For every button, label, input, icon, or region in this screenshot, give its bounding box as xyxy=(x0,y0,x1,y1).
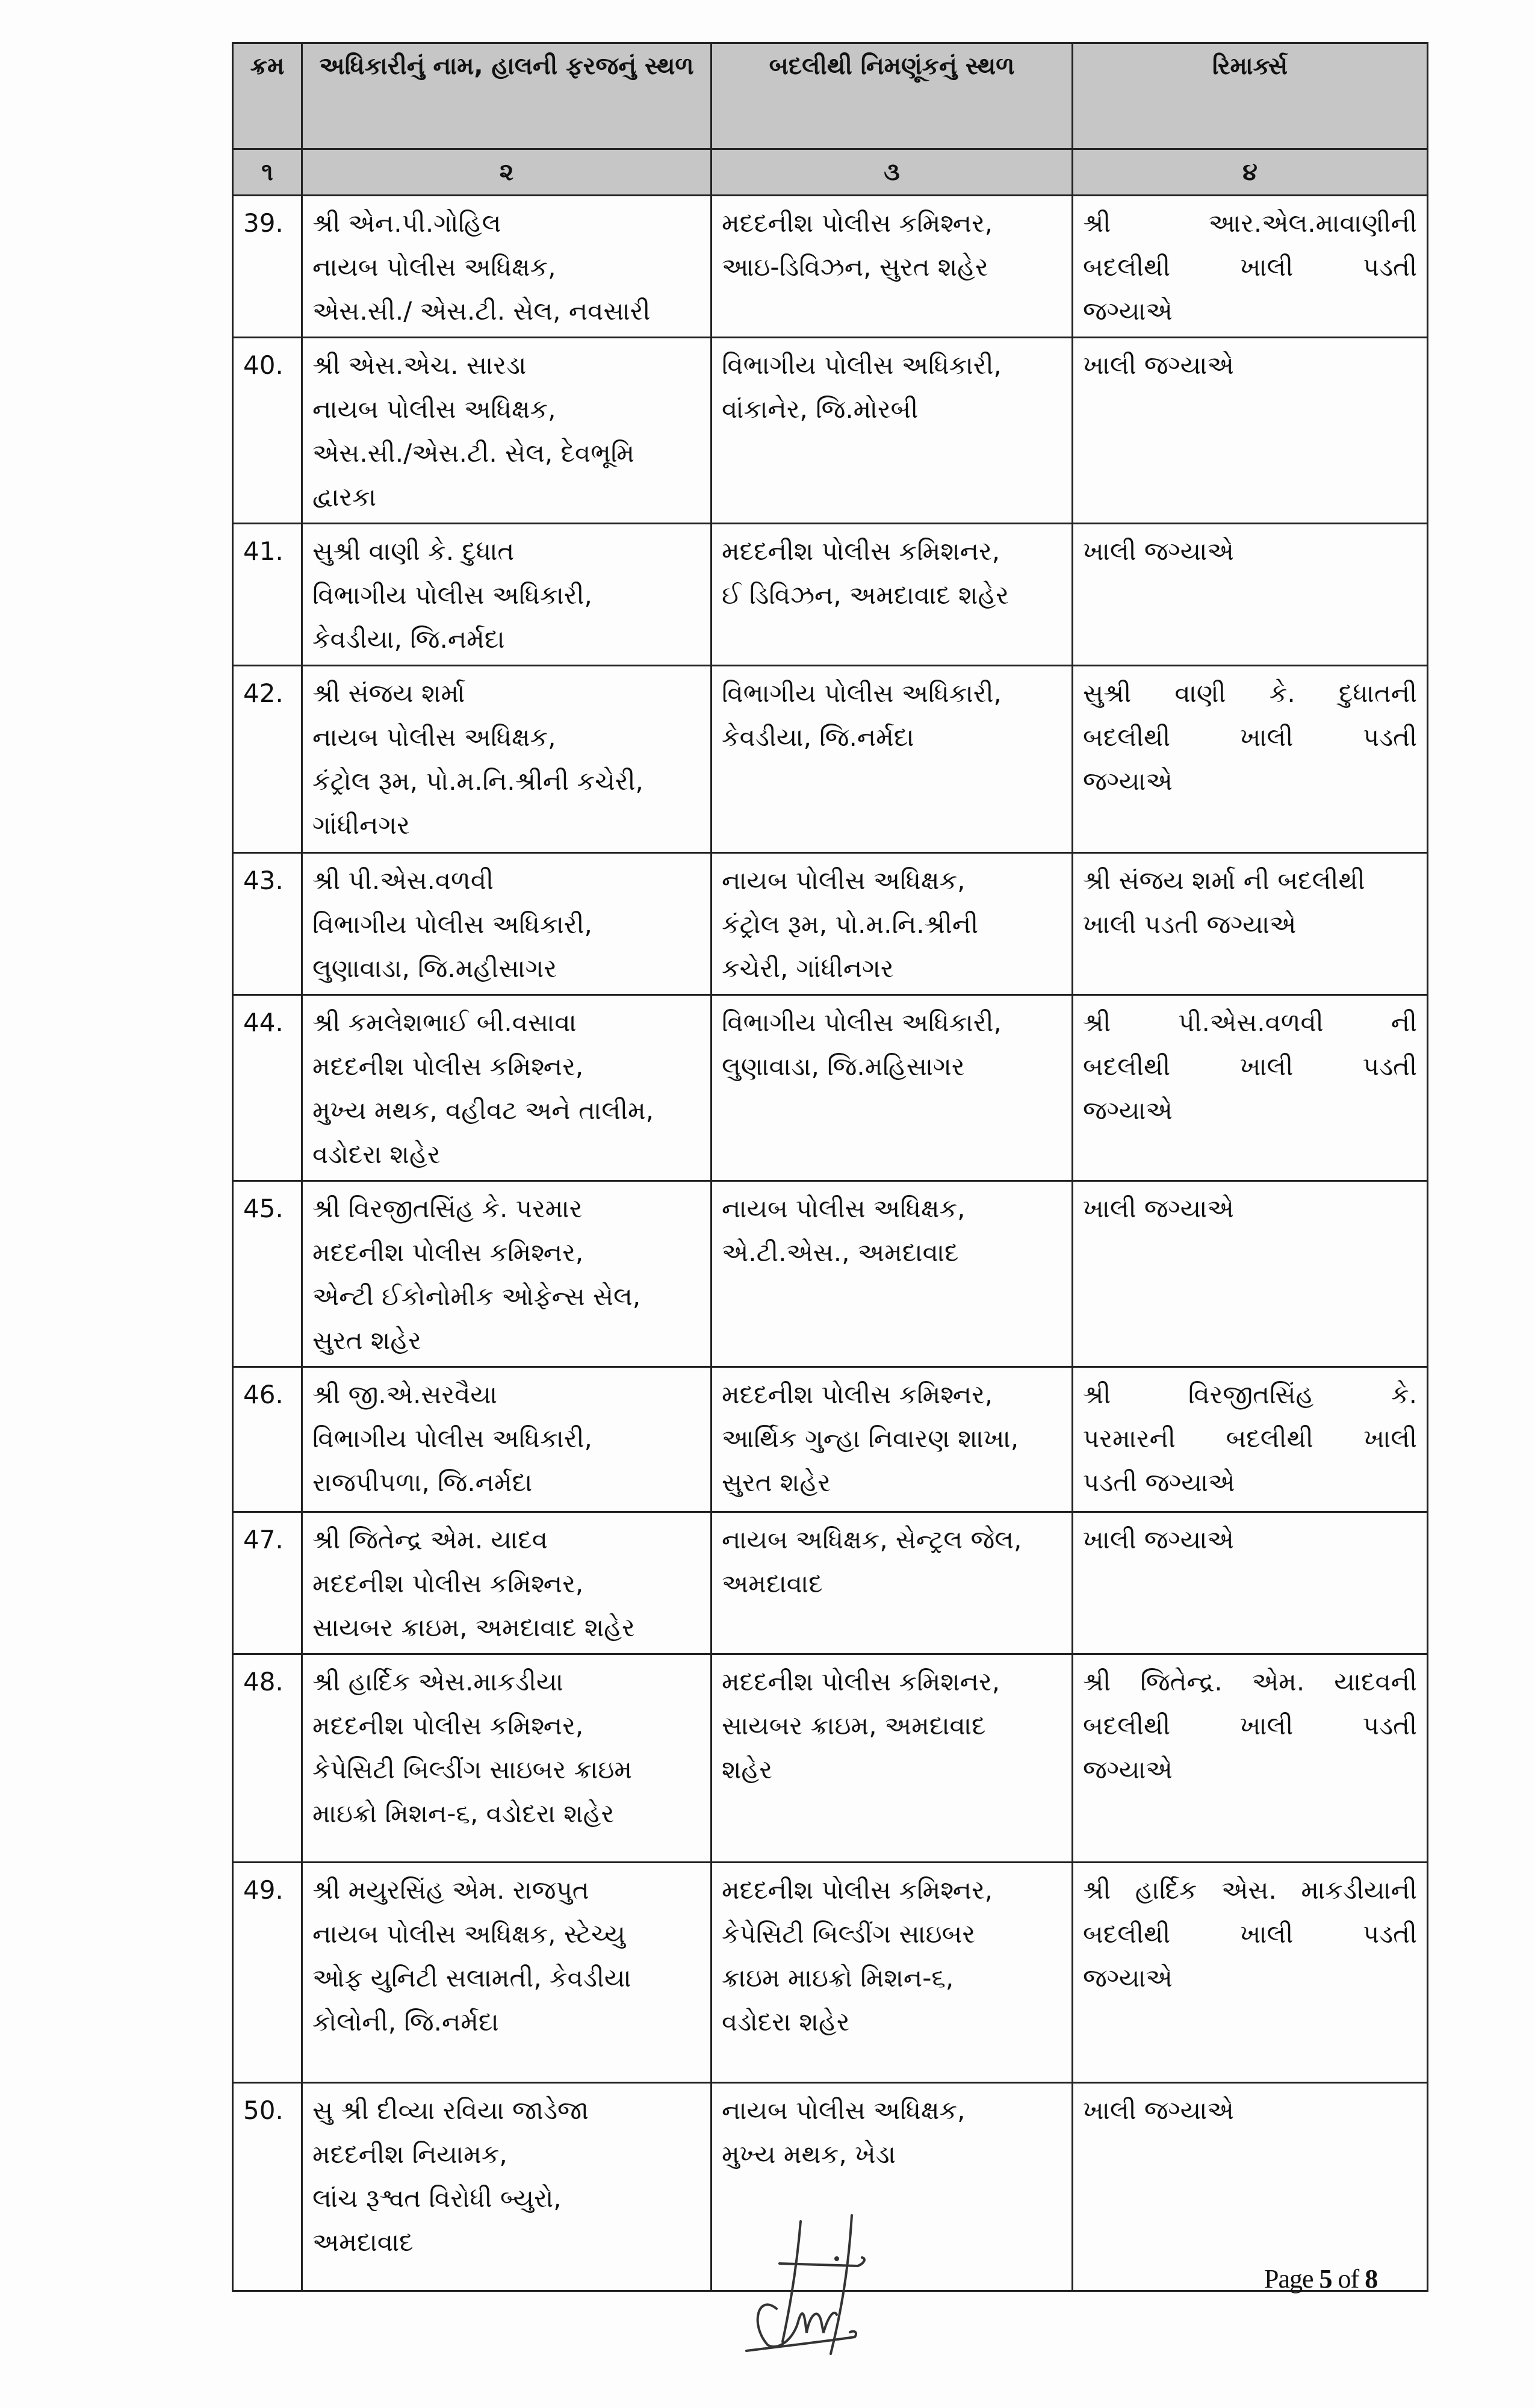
posting-line: કેપેસિટી બિલ્ડીંગ સાઇબર xyxy=(722,1919,976,1949)
officer-cell xyxy=(302,2083,712,2291)
header-posting: બદલીથી નિમણૂંકનું સ્થળ xyxy=(712,43,1073,149)
remark-cell xyxy=(1073,666,1428,853)
posting-line: ક્રાઇમ માઇક્રો મિશન-૬, xyxy=(722,1963,954,1993)
remark-line: પરમારની બદલીથી ખાલી xyxy=(1083,1424,1417,1453)
serial-number: 49. xyxy=(233,1863,302,2083)
column-number: ૩ xyxy=(712,149,1073,196)
page-of: of xyxy=(1338,2264,1359,2294)
posting-line: કચેરી, ગાંધીનગર xyxy=(722,954,894,983)
serial-number: 40. xyxy=(233,338,302,524)
posting-line: કંટ્રોલ રૂમ, પો.મ.નિ.શ્રીની xyxy=(722,910,979,939)
remark-cell xyxy=(1073,995,1428,1181)
posting-cell xyxy=(712,995,1073,1181)
posting-line: એ.ટી.એસ., અમદાવાદ xyxy=(722,1238,959,1267)
remark-line: જગ્યાએ xyxy=(1083,296,1173,326)
officer-line: શ્રી જિતેન્દ્ર એમ. યાદવ xyxy=(312,1525,548,1554)
remark-line: ખાલી જગ્યાએ xyxy=(1083,1525,1234,1554)
posting-cell xyxy=(712,338,1073,524)
posting-line: અમદાવાદ xyxy=(722,1569,823,1598)
officer-line: મદદનીશ પોલીસ કમિશ્નર, xyxy=(312,1238,584,1267)
officer-cell xyxy=(302,1512,712,1654)
table-row xyxy=(233,196,1428,338)
table-row xyxy=(233,524,1428,666)
posting-cell xyxy=(712,1654,1073,1863)
officer-line: શ્રી પી.એસ.વળવી xyxy=(312,866,494,895)
table-row xyxy=(233,666,1428,853)
header-remarks: રિમાર્ક્સ xyxy=(1073,43,1428,149)
posting-line: મદદનીશ પોલીસ કમિશ્નર, xyxy=(722,1875,993,1905)
posting-line: નાયબ અધિક્ષક, સેન્ટ્રલ જેલ, xyxy=(722,1525,1022,1554)
officer-line: દ્વારકા xyxy=(312,482,377,512)
officer-line: શ્રી સંજય શર્મા xyxy=(312,678,465,708)
remark-cell xyxy=(1073,338,1428,524)
signature-stroke xyxy=(831,2215,852,2354)
remark-line: પડતી જગ્યાએ xyxy=(1083,1468,1235,1497)
serial-number: 41. xyxy=(233,524,302,666)
officer-cell xyxy=(302,1181,712,1367)
officer-line: વિભાગીય પોલીસ અધિકારી, xyxy=(312,910,592,939)
officer-line: શ્રી એસ.એચ. સારડા xyxy=(312,350,527,380)
officer-line: સુશ્રી વાણી કે. દુધાત xyxy=(312,536,515,566)
remark-cell xyxy=(1073,196,1428,338)
column-number: ૨ xyxy=(302,149,712,196)
column-number: ૪ xyxy=(1073,149,1428,196)
officer-cell xyxy=(302,666,712,853)
remark-line: સુશ્રી વાણી કે. દુધાતની xyxy=(1083,678,1417,708)
officer-line: મુખ્ય મથક, વહીવટ અને તાલીમ, xyxy=(312,1096,654,1125)
officer-line: લાંચ રૂશ્વત વિરોધી બ્યુરો, xyxy=(312,2183,562,2213)
serial-number: 45. xyxy=(233,1181,302,1367)
page-number xyxy=(1264,2264,1377,2294)
column-number-row xyxy=(233,149,1428,196)
officer-line: સુરત શહેર xyxy=(312,1326,421,1355)
posting-line: મદદનીશ પોલીસ કમિશનર, xyxy=(722,536,1000,566)
remark-line: ખાલી જગ્યાએ xyxy=(1083,2096,1234,2125)
remark-line: શ્રી જિતેન્દ્ર. એમ. યાદવની xyxy=(1083,1667,1417,1696)
remark-cell xyxy=(1073,1654,1428,1863)
remark-line: બદલીથી ખાલી પડતી xyxy=(1083,722,1417,752)
officer-line: વડોદરા શહેર xyxy=(312,1140,441,1169)
remark-line: જગ્યાએ xyxy=(1083,1096,1173,1125)
remark-line: જગ્યાએ xyxy=(1083,1755,1173,1784)
remark-line: શ્રી સંજય શર્મા ની બદલીથી xyxy=(1083,866,1365,895)
remark-line: શ્રી વિરજીતસિંહ કે. xyxy=(1083,1380,1417,1409)
signature xyxy=(734,2203,1047,2360)
posting-line: મદદનીશ પોલીસ કમિશનર, xyxy=(722,1667,1000,1696)
serial-number: 43. xyxy=(233,853,302,995)
posting-cell xyxy=(712,1512,1073,1654)
posting-line: મદદનીશ પોલીસ કમિશ્નર, xyxy=(722,1380,993,1409)
officer-line: કેવડીયા, જિ.નર્મદા xyxy=(312,624,505,654)
officer-cell xyxy=(302,1654,712,1863)
posting-cell xyxy=(712,853,1073,995)
officer-line: માઇક્રો મિશન-૬, વડોદરા શહેર xyxy=(312,1799,615,1828)
remark-line: ખાલી જગ્યાએ xyxy=(1083,536,1234,566)
remark-cell xyxy=(1073,1512,1428,1654)
table-row xyxy=(233,1512,1428,1654)
officer-line: મદદનીશ પોલીસ કમિશ્નર, xyxy=(312,1711,584,1740)
header-serial: ક્રમ xyxy=(233,43,302,149)
remark-line: ખાલી જગ્યાએ xyxy=(1083,350,1234,380)
officer-cell xyxy=(302,196,712,338)
serial-number: 44. xyxy=(233,995,302,1181)
posting-line: નાયબ પોલીસ અધિક્ષક, xyxy=(722,866,966,895)
remark-line: બદલીથી ખાલી પડતી xyxy=(1083,252,1417,282)
posting-line: વિભાગીય પોલીસ અધિકારી, xyxy=(722,678,1002,708)
table-body xyxy=(233,196,1428,2291)
remark-line: ખાલી જગ્યાએ xyxy=(1083,1194,1234,1223)
officer-line: મદદનીશ પોલીસ કમિશ્નર, xyxy=(312,1569,584,1598)
signature-stroke xyxy=(780,2258,864,2266)
posting-cell xyxy=(712,666,1073,853)
posting-line: નાયબ પોલીસ અધિક્ષક, xyxy=(722,1194,966,1223)
serial-number: 46. xyxy=(233,1367,302,1512)
table-row xyxy=(233,338,1428,524)
remark-line: જગ્યાએ xyxy=(1083,766,1173,796)
officer-cell xyxy=(302,338,712,524)
officer-line: શ્રી વિરજીતસિંહ કે. પરમાર xyxy=(312,1194,583,1223)
posting-line: મદદનીશ પોલીસ કમિશ્નર, xyxy=(722,208,993,238)
officer-line: શ્રી કમલેશભાઈ બી.વસાવા xyxy=(312,1008,577,1037)
officer-cell xyxy=(302,1863,712,2083)
table-row xyxy=(233,1367,1428,1512)
page-total: 8 xyxy=(1365,2264,1378,2294)
posting-line: ઈ ડિવિઝન, અમદાવાદ શહેર xyxy=(722,580,1009,610)
posting-line: લુણાવાડા, જિ.મહિસાગર xyxy=(722,1052,965,1081)
table-header-row xyxy=(233,43,1428,149)
remark-cell xyxy=(1073,1367,1428,1512)
remark-line: બદલીથી ખાલી પડતી xyxy=(1083,1919,1417,1949)
serial-number: 39. xyxy=(233,196,302,338)
posting-line: નાયબ પોલીસ અધિક્ષક, xyxy=(722,2096,966,2125)
officer-cell xyxy=(302,524,712,666)
officer-line: શ્રી જી.એ.સરવૈયા xyxy=(312,1380,498,1409)
table-row xyxy=(233,1181,1428,1367)
officer-line: એન્ટી ઈકોનોમીક ઓફેન્સ સેલ, xyxy=(312,1282,641,1311)
signature-dot xyxy=(834,2256,839,2261)
remark-line: જગ્યાએ xyxy=(1083,1963,1173,1993)
officer-line: રાજપીપળા, જિ.નર્મદા xyxy=(312,1468,533,1497)
remark-cell xyxy=(1073,524,1428,666)
posting-line: કેવડીયા, જિ.નર્મદા xyxy=(722,722,914,752)
posting-cell xyxy=(712,1367,1073,1512)
officer-cell xyxy=(302,853,712,995)
officer-line: શ્રી એન.પી.ગોહિલ xyxy=(312,208,501,238)
officer-line: વિભાગીય પોલીસ અધિકારી, xyxy=(312,580,592,610)
officer-line: ઓફ યુનિટી સલામતી, કેવડીયા xyxy=(312,1963,631,1993)
officer-line: ગાંધીનગર xyxy=(312,810,410,840)
officer-line: શ્રી હાર્દિક એસ.માકડીયા xyxy=(312,1667,563,1696)
posting-line: વાંકાનેર, જિ.મોરબી xyxy=(722,394,919,424)
posting-cell xyxy=(712,1181,1073,1367)
officer-line: નાયબ પોલીસ અધિક્ષક, xyxy=(312,722,556,752)
posting-line: આઇ-ડિવિઝન, સુરત શહેર xyxy=(722,252,988,282)
remark-cell xyxy=(1073,853,1428,995)
officer-line: મદદનીશ નિયામક, xyxy=(312,2140,507,2169)
officer-line: લુણાવાડા, જિ.મહીસાગર xyxy=(312,954,557,983)
serial-number: 42. xyxy=(233,666,302,853)
posting-line: સુરત શહેર xyxy=(722,1468,831,1497)
table-row xyxy=(233,995,1428,1181)
officer-line: નાયબ પોલીસ અધિક્ષક, સ્ટેચ્યુ xyxy=(312,1919,625,1949)
officer-line: મદદનીશ પોલીસ કમિશ્નર, xyxy=(312,1052,584,1081)
remark-cell xyxy=(1073,1863,1428,2083)
remark-cell xyxy=(1073,1181,1428,1367)
posting-cell xyxy=(712,524,1073,666)
posting-line: વિભાગીય પોલીસ અધિકારી, xyxy=(722,350,1002,380)
remark-line: ખાલી પડતી જગ્યાએ xyxy=(1083,910,1297,939)
serial-number: 50. xyxy=(233,2083,302,2291)
remark-line: શ્રી હાર્દિક એસ. માકડીયાની xyxy=(1083,1875,1417,1905)
page-current: 5 xyxy=(1319,2264,1332,2294)
remark-line: બદલીથી ખાલી પડતી xyxy=(1083,1052,1417,1081)
posting-line: શહેર xyxy=(722,1755,772,1784)
officer-line: સુ શ્રી દીવ્યા રવિયા જાડેજા xyxy=(312,2096,589,2125)
page-prefix: Page xyxy=(1264,2264,1313,2294)
officer-line: કેપેસિટી બિલ્ડીંગ સાઇબર ક્રાઇમ xyxy=(312,1755,633,1784)
header-officer: અધિકારીનું નામ, હાલની ફરજનું સ્થળ xyxy=(302,43,712,149)
column-number: ૧ xyxy=(233,149,302,196)
remark-cell xyxy=(1073,2083,1428,2291)
officer-cell xyxy=(302,1367,712,1512)
posting-line: વિભાગીય પોલીસ અધિકારી, xyxy=(722,1008,1002,1037)
posting-cell xyxy=(712,196,1073,338)
posting-line: વડોદરા શહેર xyxy=(722,2007,850,2037)
officer-line: નાયબ પોલીસ અધિક્ષક, xyxy=(312,252,556,282)
remark-line: બદલીથી ખાલી પડતી xyxy=(1083,1711,1417,1740)
officer-cell xyxy=(302,995,712,1181)
officer-line: શ્રી મયુરસિંહ એમ. રાજપુત xyxy=(312,1875,589,1905)
officer-line: એસ.સી./ એસ.ટી. સેલ, નવસારી xyxy=(312,296,651,326)
remark-line: શ્રી આર.એલ.માવાણીની xyxy=(1083,208,1417,238)
officer-line: વિભાગીય પોલીસ અધિકારી, xyxy=(312,1424,592,1453)
officer-line: કંટ્રોલ રૂમ, પો.મ.નિ.શ્રીની કચેરી, xyxy=(312,766,643,796)
signature-stroke xyxy=(746,2332,856,2351)
officer-line: સાયબર ક્રાઇમ, અમદાવાદ શહેર xyxy=(312,1613,635,1642)
posting-line: સાયબર ક્રાઇમ, અમદાવાદ xyxy=(722,1711,986,1740)
table-row xyxy=(233,1863,1428,2083)
remark-line: શ્રી પી.એસ.વળવી ની xyxy=(1083,1008,1417,1037)
officer-line: એસ.સી./એસ.ટી. સેલ, દેવભૂમિ xyxy=(312,438,634,468)
officer-line: અમદાવાદ xyxy=(312,2227,414,2257)
transfer-table xyxy=(232,42,1428,2292)
posting-cell xyxy=(712,1863,1073,2083)
table-row xyxy=(233,1654,1428,1863)
posting-line: મુખ્ય મથક, ખેડા xyxy=(722,2140,896,2169)
table-row xyxy=(233,853,1428,995)
serial-number: 48. xyxy=(233,1654,302,1863)
serial-number: 47. xyxy=(233,1512,302,1654)
officer-line: કોલોની, જિ.નર્મદા xyxy=(312,2007,499,2037)
officer-line: નાયબ પોલીસ અધિક્ષક, xyxy=(312,394,556,424)
posting-line: આર્થિક ગુન્હા નિવારણ શાખા, xyxy=(722,1424,1019,1453)
